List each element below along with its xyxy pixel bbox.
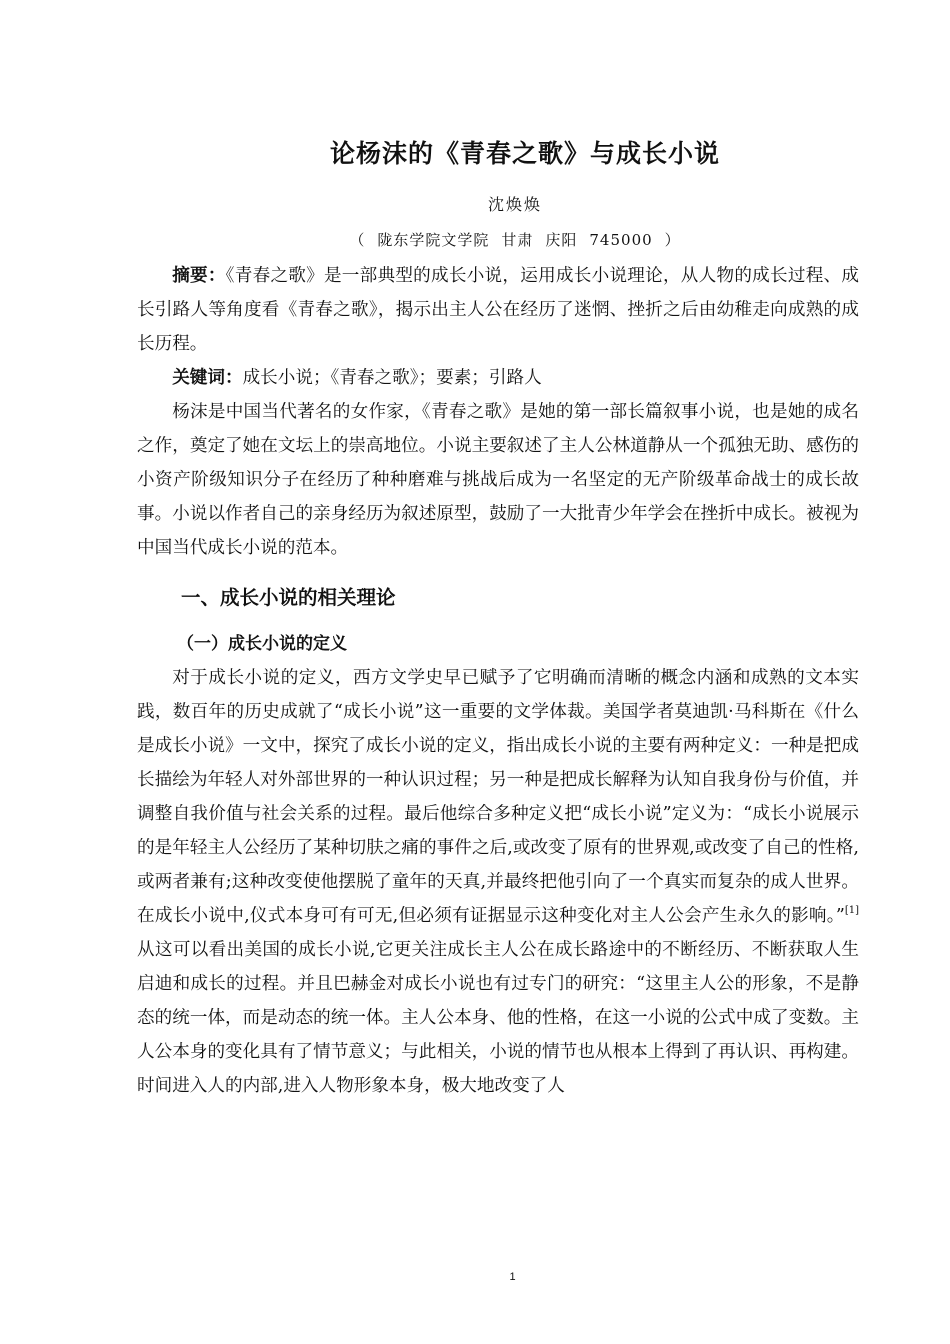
intro-paragraph: 杨沫是中国当代著名的女作家，《青春之歌》是她的第一部长篇叙事小说，也是她的成名之作，奠定了她在文坛上的崇高地位。小说主要叙述了主人公林道静从一个孤独无助、感伤的小资产阶级知识分子在经历了种种磨难与挑战后成为一名坚定的无产阶级革命战士的成长故事。小说以作者自己的亲身经历为叙述原型，鼓励了一大批青少年学会在挫折中成长。被视为中国当代成长小说的范本。 [137, 402, 859, 558]
paragraph-text-after-citation: 从这可以看出美国的成长小说,它更关注成长主人公在成长路途中的不断经历、不断获取人生启迪和成长的过程。并且巴赫金对成长小说也有过专门的研究：“这里主人公的形象，不是静态的统一体，而是动态的统一体。主人公本身、他的性格，在这一小说的公式中成了变数。主人公本身的变化具有了情节意义；与此相关，小说的情节也从根本上得到了再认识、再构建。时间进入人的内部,进入人物形象本身，极大地改变了人 [137, 940, 859, 1096]
affiliation-org: 陇东学院文学院 [377, 231, 490, 249]
keywords [137, 361, 859, 395]
section-heading: 一、成长小说的相关理论 [181, 586, 396, 609]
affiliation-close-paren: ） [664, 231, 681, 249]
body-paragraph [137, 661, 859, 1103]
abstract [137, 259, 859, 361]
keywords-label: 关键词： [172, 368, 243, 388]
author-name: 沈焕焕 [487, 195, 542, 214]
paper-body [137, 259, 859, 1103]
affiliation-postcode: 745000 [589, 231, 653, 249]
paragraph-text-before-citation: 对于成长小说的定义，西方文学史早已赋予了它明确而清晰的概念内涵和成熟的文本实践，数百年的历史成就了“成长小说”这一重要的文学体裁。美国学者莫迪凯·马科斯在《什么是成长小说》一文中，探究了成长小说的定义，指出成长小说的主要有两种定义：一种是把成长描绘为年轻人对外部世界的一种认识过程；另一种是把成长解释为认知自我身份与价值，并调整自我价值与社会关系的过程。最后他综合多种定义把“成长小说”定义为：“成长小说展示的是年轻主人公经历了某种切肤之痛的事件之后,或改变了原有的世界观,或改变了自己的性格,或两者兼有;这种改变使他摆脱了童年的天真,并最终把他引向了一个真实而复杂的成人世界。在成长小说中,仪式本身可有可无,但必须有证据显示这种变化对主人公会产生永久的影响。” [137, 668, 859, 926]
citation-marker[interactable]: [1] [844, 905, 859, 916]
abstract-text: 《青春之歌》是一部典型的成长小说，运用成长小说理论，从人物的成长过程、成长引路人等角度看《青春之歌》，揭示出主人公在经历了迷惘、挫折之后由幼稚走向成熟的成长历程。 [137, 266, 859, 354]
author-affiliation [0, 229, 950, 250]
abstract-label: 摘要： [172, 266, 226, 286]
paper-title: 论杨沫的《青春之歌》与成长小说 [329, 139, 720, 168]
affiliation-city: 庆阳 [545, 231, 578, 249]
subsection-heading: （一）成长小说的定义 [177, 634, 347, 654]
affiliation-province: 甘肃 [501, 231, 534, 249]
affiliation-open-paren: （ [349, 231, 366, 249]
keywords-text: 成长小说；《青春之歌》；要素；引路人 [242, 368, 542, 388]
page-number: 1 [509, 1271, 516, 1283]
